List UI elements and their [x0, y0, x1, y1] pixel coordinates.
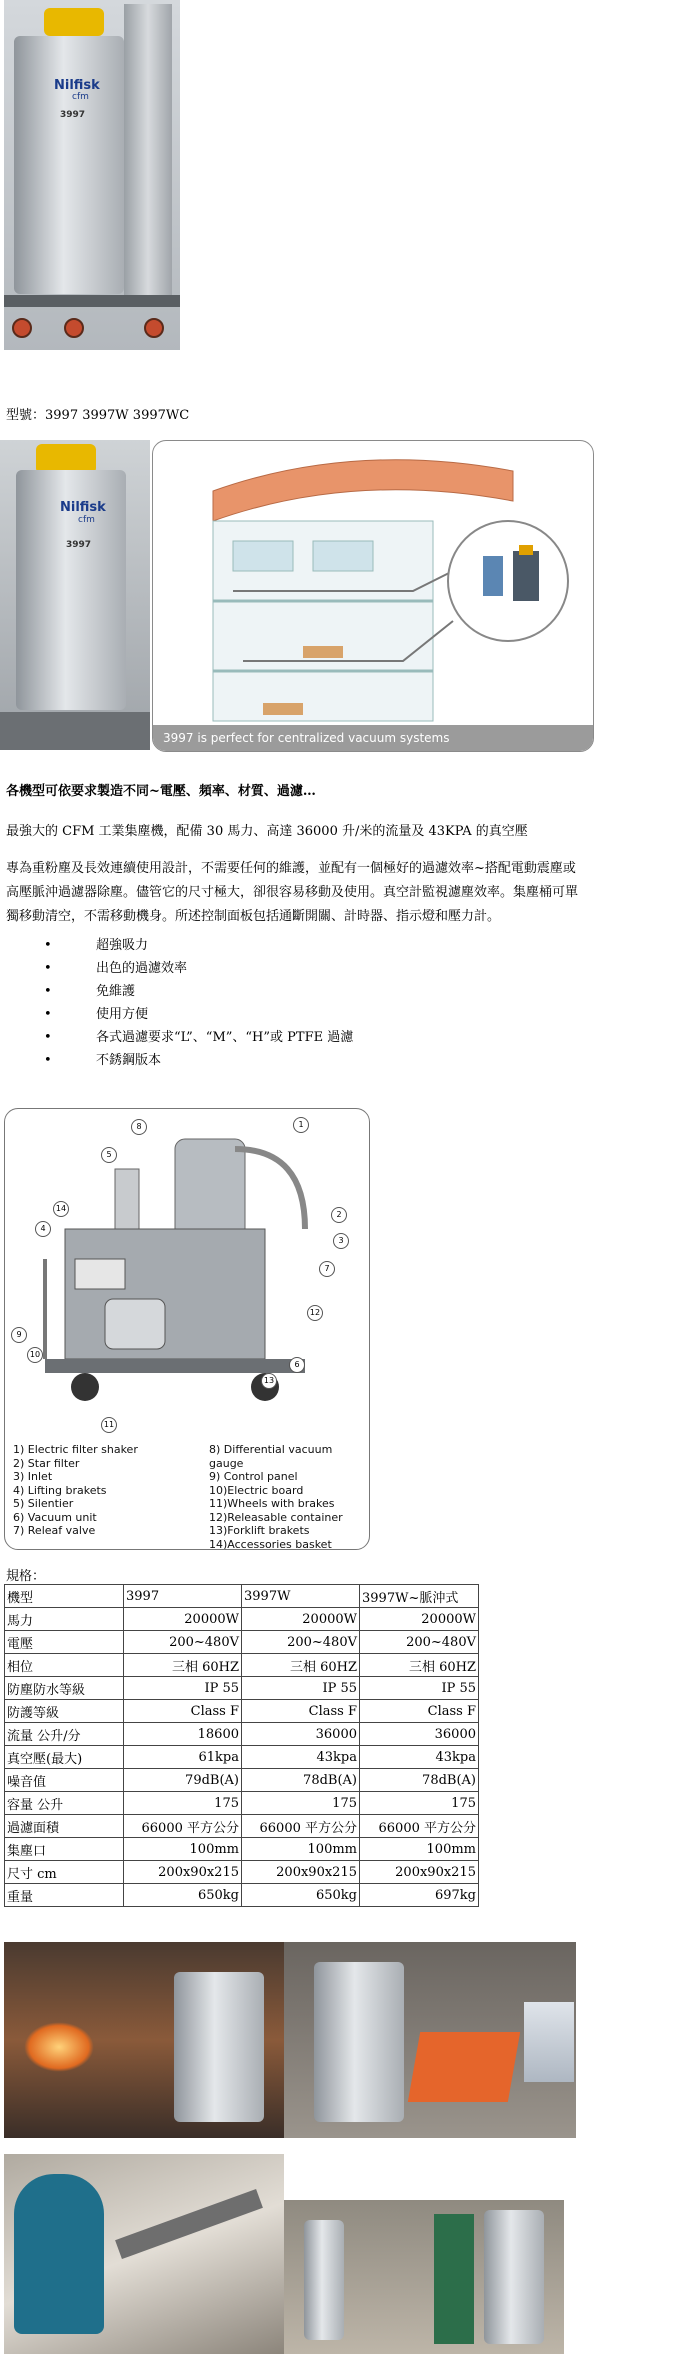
- legend-item: 10)Electric board: [209, 1483, 304, 1497]
- spec-value-cell: 20000W: [242, 1608, 360, 1631]
- spec-value-cell: 200~480V: [242, 1631, 360, 1654]
- spec-value-cell: 18600: [124, 1723, 242, 1746]
- spec-value-cell: 175: [124, 1792, 242, 1815]
- spec-value-cell: Class F: [242, 1700, 360, 1723]
- worker-figure: [14, 2174, 104, 2334]
- table-row: [5, 1723, 479, 1746]
- spec-label-cell: 電壓: [5, 1631, 124, 1654]
- spec-value-cell: 200~480V: [124, 1631, 242, 1654]
- spec-value-cell: 100mm: [124, 1838, 242, 1861]
- spec-value-cell: 100mm: [360, 1838, 479, 1861]
- machine-body: [304, 2220, 344, 2340]
- spec-label-cell: 真空壓(最大): [5, 1746, 124, 1769]
- callout-11: 11: [101, 1417, 117, 1433]
- spec-value-cell: Class F: [360, 1700, 479, 1723]
- table-row: [5, 1884, 479, 1907]
- application-photo-foundry: [4, 1942, 284, 2138]
- brand-logo: Nilfisk: [54, 78, 100, 93]
- spec-label-cell: 過濾面積: [5, 1815, 124, 1838]
- table-row: [5, 1769, 479, 1792]
- spec-value-cell: 66000 平方公分: [242, 1815, 360, 1838]
- headline: 各機型可依要求製造不同~電壓、頻率、材質、過濾…: [6, 784, 316, 799]
- spec-value-cell: IP 55: [360, 1677, 479, 1700]
- machine-cutaway-drawing: [5, 1109, 369, 1429]
- callout-8: 8: [131, 1119, 147, 1135]
- description-line-3: 獨移動清空，不需移動機身。所述控制面板包括通斷開關、計時器、指示燈和壓力計。: [6, 909, 501, 924]
- table-row: [5, 1861, 479, 1884]
- legend-item: 14)Accessories basket: [209, 1537, 332, 1550]
- spec-value-cell: 36000: [242, 1723, 360, 1746]
- spec-label-cell: 重量: [5, 1884, 124, 1907]
- application-photo-worker: [4, 2154, 284, 2354]
- legend-item: 4) Lifting brakets: [13, 1483, 107, 1497]
- model-label: 3997: [66, 540, 92, 550]
- spec-value-cell: IP 55: [124, 1677, 242, 1700]
- list-item: • 出色的過濾效率: [0, 957, 353, 980]
- spec-value-cell: 61kpa: [124, 1746, 242, 1769]
- spec-table: [4, 1584, 479, 1907]
- spec-value-cell: 78dB(A): [242, 1769, 360, 1792]
- spec-title: 規格：: [6, 1569, 46, 1584]
- callout-10: 10: [27, 1347, 43, 1363]
- table-row: [5, 1815, 479, 1838]
- list-item: • 使用方便: [0, 1003, 353, 1026]
- spec-value-cell: 200x90x215: [242, 1861, 360, 1884]
- spec-label-cell: 容量 公升: [5, 1792, 124, 1815]
- spec-value-cell: 100mm: [242, 1838, 360, 1861]
- callout-14: 14: [53, 1201, 69, 1217]
- table-header-cell: 3997: [124, 1585, 242, 1608]
- legend-item: 13)Forklift brakets: [209, 1524, 310, 1537]
- product-photo-2: [0, 440, 150, 750]
- spec-value-cell: 66000 平方公分: [360, 1815, 479, 1838]
- machine-body: [314, 1962, 404, 2122]
- wheel: [64, 318, 84, 338]
- intro-paragraph: 最強大的 CFM 工業集塵機，配備 30 馬力、高達 36000 升/米的流量及 43KPA 的真空壓: [6, 824, 528, 839]
- callout-2: 2: [331, 1207, 347, 1223]
- spec-value-cell: 78dB(A): [360, 1769, 479, 1792]
- spec-value-cell: 697kg: [360, 1884, 479, 1907]
- callout-1: 1: [293, 1117, 309, 1133]
- spec-value-cell: 175: [242, 1792, 360, 1815]
- spec-value-cell: IP 55: [242, 1677, 360, 1700]
- list-item: • 不銹鋼版本: [0, 1049, 353, 1072]
- callout-5: 5: [101, 1147, 117, 1163]
- legend-item: 2) Star filter: [13, 1456, 80, 1470]
- machine-body: [484, 2210, 544, 2344]
- legend-right: [209, 1443, 369, 1550]
- spec-value-cell: 43kpa: [360, 1746, 479, 1769]
- spec-value-cell: 三相 60HZ: [360, 1654, 479, 1677]
- callout-3: 3: [333, 1233, 349, 1249]
- spec-label-cell: 馬力: [5, 1608, 124, 1631]
- legend-item: 11)Wheels with brakes: [209, 1497, 335, 1510]
- feature-list: [0, 934, 353, 1072]
- table-row: [5, 1608, 479, 1631]
- model-label: 3997: [60, 110, 86, 120]
- spec-label-cell: 尺寸 cm: [5, 1861, 124, 1884]
- cart-frame: [4, 295, 180, 307]
- spec-value-cell: 650kg: [242, 1884, 360, 1907]
- list-item: • 各式過濾要求“L”、“M”、“H”或 PTFE 過濾: [0, 1026, 353, 1049]
- table-header-cell: 3997W: [242, 1585, 360, 1608]
- callout-4: 4: [35, 1221, 51, 1237]
- table-header-row: [5, 1585, 479, 1608]
- table-row: [5, 1792, 479, 1815]
- machine-body: [174, 1972, 264, 2122]
- green-cabinet: [434, 2214, 474, 2344]
- spec-label-cell: 集塵口: [5, 1838, 124, 1861]
- brand-logo: Nilfisk: [60, 500, 106, 515]
- machine-body: [14, 36, 124, 294]
- product-photo-top: [4, 0, 180, 350]
- spec-value-cell: 650kg: [124, 1884, 242, 1907]
- spec-value-cell: 200~480V: [360, 1631, 479, 1654]
- callout-6: 6: [289, 1357, 305, 1373]
- illustration-caption: 3997 is perfect for centralized vacuum systems: [153, 725, 593, 751]
- application-photo-plant: [284, 2200, 564, 2354]
- legend-item: 6) Vacuum unit: [13, 1510, 97, 1524]
- legend-item: 1) Electric filter shaker: [13, 1443, 138, 1456]
- brand-sub: cfm: [78, 515, 95, 525]
- table-row: [5, 1700, 479, 1723]
- callout-12: 12: [307, 1305, 323, 1321]
- brand-sub: cfm: [72, 92, 89, 102]
- callout-7: 7: [319, 1261, 335, 1277]
- table-header-cell: 機型: [5, 1585, 124, 1608]
- spec-value-cell: 36000: [360, 1723, 479, 1746]
- spec-value-cell: Class F: [124, 1700, 242, 1723]
- spec-label-cell: 防塵防水等級: [5, 1677, 124, 1700]
- building-cutaway-drawing: [153, 441, 593, 725]
- table-row: [5, 1746, 479, 1769]
- filter-column: [124, 4, 172, 304]
- table-row: [5, 1654, 479, 1677]
- motor-housing: [44, 8, 104, 36]
- spec-value-cell: 175: [360, 1792, 479, 1815]
- table-row: [5, 1677, 479, 1700]
- spec-value-cell: 20000W: [124, 1608, 242, 1631]
- description-line-1: 專為重粉塵及長效連續使用設計，不需要任何的維護，並配有一個極好的過濾效率~搭配電動震塵或: [6, 861, 576, 876]
- spec-value-cell: 200x90x215: [360, 1861, 479, 1884]
- table-header-cell: 3997W~脈沖式: [360, 1585, 479, 1608]
- spec-value-cell: 200x90x215: [124, 1861, 242, 1884]
- spec-label-cell: 防護等級: [5, 1700, 124, 1723]
- application-photo-warehouse: [284, 1942, 576, 2138]
- spec-label-cell: 流量 公升/分: [5, 1723, 124, 1746]
- spec-value-cell: 三相 60HZ: [242, 1654, 360, 1677]
- model-line: 型號：3997 3997W 3997WC: [6, 408, 190, 423]
- callout-9: 9: [11, 1327, 27, 1343]
- legend-item: 9) Control panel: [209, 1470, 298, 1483]
- cart-base: [0, 712, 150, 750]
- list-item: • 超強吸力: [0, 934, 353, 957]
- orange-tipping-bin: [408, 2032, 520, 2102]
- molten-metal: [24, 2022, 94, 2072]
- spec-label-cell: 噪音值: [5, 1769, 124, 1792]
- callout-13: 13: [261, 1373, 277, 1389]
- component-diagram: [4, 1108, 370, 1550]
- legend-item: 3) Inlet: [13, 1470, 53, 1483]
- legend-left: [13, 1443, 138, 1538]
- description-line-2: 高壓脈沖過濾器除塵。儘管它的尺寸極大，卻很容易移動及使用。真空計監視濾塵效率。集塵桶可單: [6, 885, 579, 900]
- centralized-system-illustration: [152, 440, 594, 752]
- wheel: [12, 318, 32, 338]
- table-row: [5, 1631, 479, 1654]
- list-item: • 免維護: [0, 980, 353, 1003]
- spec-value-cell: 20000W: [360, 1608, 479, 1631]
- legend-item: 7) Releaf valve: [13, 1524, 96, 1537]
- legend-item: 12)Releasable container: [209, 1510, 343, 1524]
- table-row: [5, 1838, 479, 1861]
- legend-item: 8) Differential vacuum gauge: [209, 1443, 333, 1470]
- wheel: [144, 318, 164, 338]
- spec-value-cell: 79dB(A): [124, 1769, 242, 1792]
- stacked-sacks: [524, 2002, 574, 2082]
- spec-value-cell: 66000 平方公分: [124, 1815, 242, 1838]
- legend-item: 5) Silentier: [13, 1497, 74, 1510]
- spec-label-cell: 相位: [5, 1654, 124, 1677]
- vacuum-hose: [115, 2189, 263, 2259]
- spec-value-cell: 三相 60HZ: [124, 1654, 242, 1677]
- spec-value-cell: 43kpa: [242, 1746, 360, 1769]
